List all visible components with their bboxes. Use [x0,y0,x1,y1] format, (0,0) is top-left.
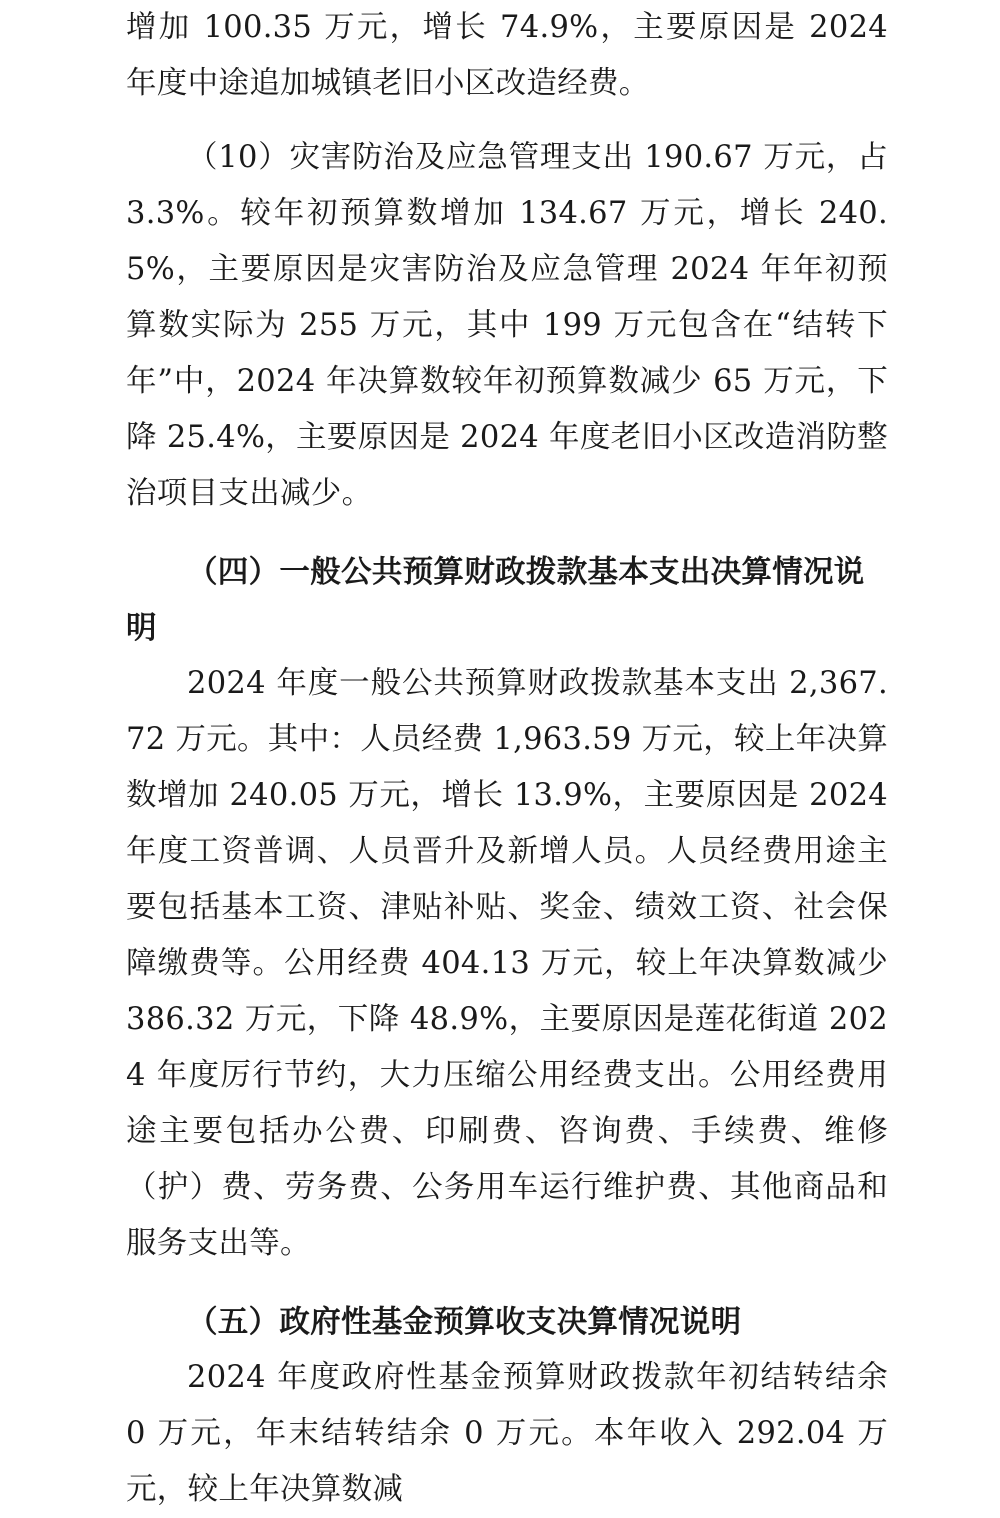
paragraph-disaster-prevention: （10）灾害防治及应急管理支出 190.67 万元，占 3.3%。较年初预算数增加 134.67 万元，增长 240.5%，主要原因是灾害防治及应急管理 2024 年年初预算数实际为 255 万元，其中 199 万元包含在“结转下年”中，2024 年决算数较年初预算数减少 65 万元，下降 25.4%，主要原因是 2024 年度老旧小区改造消防整治项目支出减少。 [126,140,888,511]
section-heading-four: （四）一般公共预算财政拨款基本支出决算情况说明 [126,554,865,646]
paragraph-continued: 增加 100.35 万元，增长 74.9%，主要原因是 2024 年度中途追加城镇老旧小区改造经费。 [126,10,888,101]
paragraph-government-fund: 2024 年度政府性基金预算财政拨款年初结转结余 0 万元，年末结转结余 0 万元。本年收入 292.04 万元，较上年决算数减 [126,1360,888,1507]
paragraph-basic-expenditure: 2024 年度一般公共预算财政拨款基本支出 2,367.72 万元。其中：人员经费 1,963.59 万元，较上年决算数增加 240.05 万元，增长 13.9%，主要原因是 2024 年度工资普调、人员晋升及新增人员。人员经费用途主要包括基本工资、津贴补贴、奖金、绩效工资、社会保障缴费等。公用经费 404.13 万元，较上年决算数减少 386.32 万元，下降 48.9%，主要原因是莲花街道 2024 年度厉行节约，大力压缩公用经费支出。公用经费用途主要包括办公费、印刷费、咨询费、手续费、维修（护）费、劳务费、公务用车运行维护费、其他商品和服务支出等。 [126,666,889,1261]
section-heading-five: （五）政府性基金预算收支决算情况说明 [187,1304,742,1340]
